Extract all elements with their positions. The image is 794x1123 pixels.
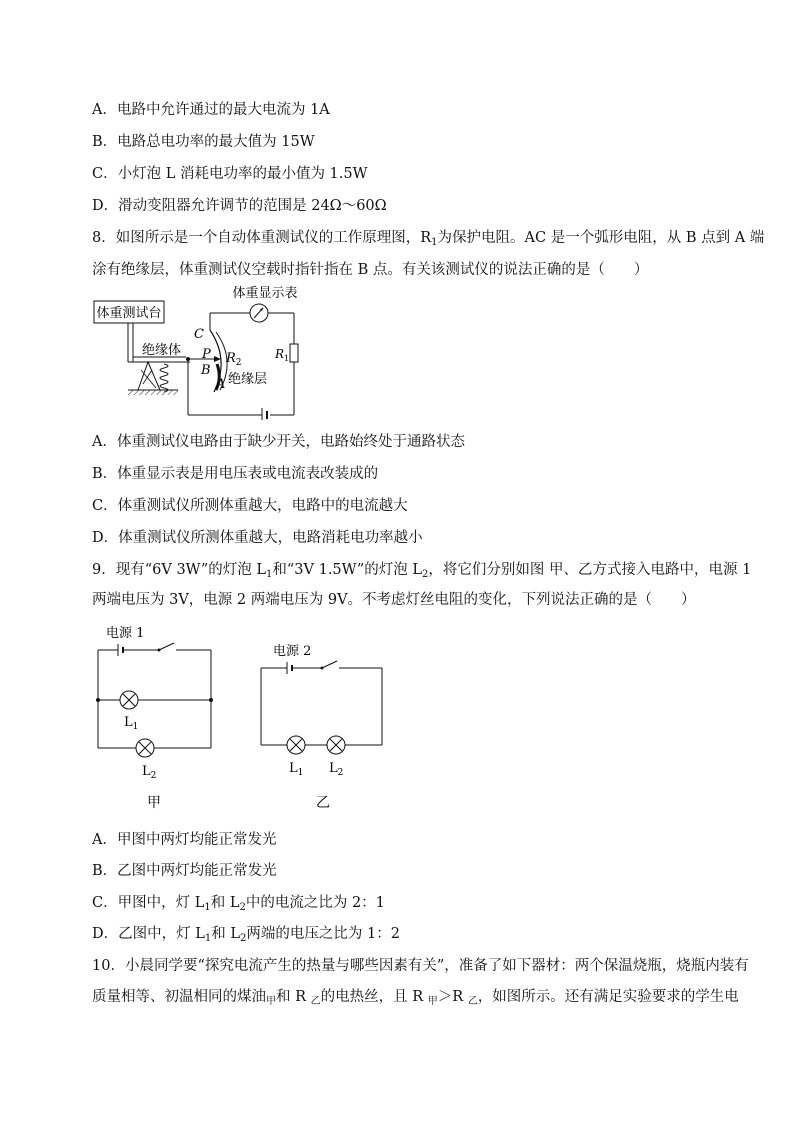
point-p-label: P: [202, 347, 211, 362]
spring-icon: [160, 364, 168, 392]
jia-l2-label: $L_2$: [142, 764, 157, 781]
q7-option-a: A．电路中允许通过的最大电流为 1A: [92, 102, 330, 118]
ground-hatch: [128, 390, 178, 395]
display-label: 体重显示表: [232, 286, 298, 301]
jia-source-label: 电源 1: [106, 626, 145, 641]
q8-circuit-diagram: [90, 280, 310, 420]
point-b-label: B: [201, 363, 211, 378]
q9-option-c: C．甲图中，灯 $L_1$和 $L_2$中的电流之比为 2：1: [92, 895, 385, 913]
yi-source-label: 电源 2: [273, 644, 312, 659]
q8-option-b: B．体重显示表是用电压表或电流表改装成的: [92, 466, 379, 482]
jia-l1-label: $L_1$: [124, 715, 139, 732]
yi-switch-icon: [322, 661, 337, 668]
pivot-icon: [138, 362, 160, 390]
q10-stem-line2: 质量相等、初温相同的煤油$_甲$和 R $_乙$的电热丝，且 R $_甲$＞R $_乙$，如图所示。还有满足实验要求的学生电: [92, 989, 739, 1007]
q9-stem-line1: 9．现有“6V 3W”的灯泡 $L_1$和“3V 1.5W”的灯泡 $L_2$，将它们分别如图 甲、乙方式接入电路中，电源 1: [92, 562, 752, 580]
q7-option-c: C．小灯泡 L 消耗电功率的最小值为 1.5W: [92, 166, 368, 182]
jia-caption: 甲: [147, 795, 161, 811]
q9-option-a: A．甲图中两灯均能正常发光: [92, 832, 277, 848]
insulator-label: 绝缘体: [142, 343, 182, 358]
r1-resistor: [290, 344, 298, 362]
point-a-label: A: [216, 377, 226, 392]
q8-option-c: C．体重测试仪所测体重越大，电路中的电流越大: [92, 498, 408, 514]
point-c-label: C: [194, 327, 204, 342]
insulating-layer-label: 绝缘层: [228, 372, 268, 387]
q9-circuit-yi: [255, 638, 390, 815]
platform-label: 体重测试台: [96, 306, 162, 321]
q8-stem-line2: 涂有绝缘层，体重测试仪空载时指针指在 B 点。有关该测试仪的说法正确的是（ ）: [92, 262, 649, 278]
yi-l1-label: $L_1$: [289, 761, 304, 778]
yi-caption: 乙: [316, 795, 330, 811]
q8-option-d: D．体重测试仪所测体重越大，电路消耗电功率越小: [92, 530, 423, 546]
q8-stem-line1: 8．如图所示是一个自动体重测试仪的工作原理图，$R_1$为保护电阻。AC 是一个弧形电阻，从 B 点到 A 端: [92, 230, 765, 248]
q9-option-b: B．乙图中两灯均能正常发光: [92, 863, 277, 879]
r1-label: $R_1$: [275, 347, 290, 363]
r2-label: $R_2$: [226, 351, 242, 368]
yi-l2-label: $L_2$: [329, 761, 344, 778]
q8-option-a: A．体重测试仪电路由于缺少开关，电路始终处于通路状态: [92, 434, 465, 450]
q10-stem-line1: 10．小晨同学要“探究电流产生的热量与哪些因素有关”，准备了如下器材：两个保温烧瓶，烧瓶内装有: [92, 958, 749, 974]
jia-switch-icon: [159, 643, 174, 650]
q7-option-b: B．电路总电功率的最大值为 15W: [92, 134, 315, 150]
q7-option-d: D．滑动变阻器允许调节的范围是 24Ω～60Ω: [92, 198, 387, 214]
q9-stem-line2: 两端电压为 3V，电源 2 两端电压为 9V。不考虑灯丝电阻的变化，下列说法正确的是（ ）: [92, 592, 696, 608]
q9-option-d: D．乙图中，灯 $L_1$和 $L_2$两端的电压之比为 1：2: [92, 926, 400, 944]
q9-circuit-jia: [92, 620, 222, 815]
